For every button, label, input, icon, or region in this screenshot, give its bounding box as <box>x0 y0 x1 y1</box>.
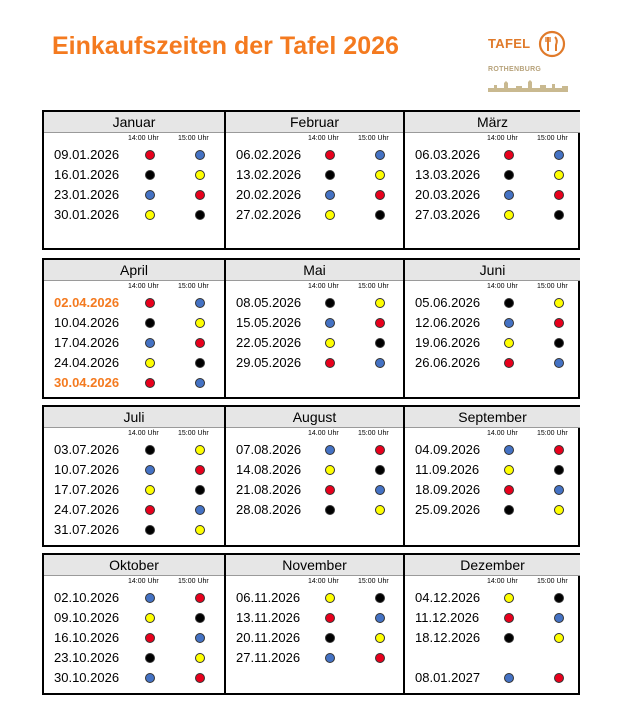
slot-14-dot-blue <box>145 593 155 603</box>
slot-14-dot-yellow <box>325 210 335 220</box>
date-row <box>226 205 403 225</box>
slot-15-dot-red <box>195 190 205 200</box>
date-label: 11.12.2026 <box>415 610 480 625</box>
date-row <box>226 608 403 628</box>
date-row <box>226 353 403 373</box>
date-label: 09.10.2026 <box>54 610 120 625</box>
month-februar <box>224 112 403 248</box>
month-header: Juli <box>44 407 224 428</box>
date-label: 30.04.2026 <box>54 375 120 390</box>
date-row <box>405 480 580 500</box>
date-label: 23.10.2026 <box>54 650 120 665</box>
slot-15-dot-yellow <box>375 633 385 643</box>
time-label-second: 15:00 Uhr <box>537 430 568 437</box>
time-header <box>44 133 224 145</box>
date-label: 20.11.2026 <box>236 630 301 645</box>
slot-14-dot-black <box>504 298 514 308</box>
slot-15-dot-yellow <box>375 170 385 180</box>
time-label-second: 15:00 Uhr <box>178 283 209 290</box>
date-label: 25.09.2026 <box>415 502 481 517</box>
date-label: 30.10.2026 <box>54 670 120 685</box>
time-header <box>405 576 580 588</box>
time-label-second: 15:00 Uhr <box>537 578 568 585</box>
quarter-2 <box>42 258 580 399</box>
date-row <box>44 500 224 520</box>
slot-15-dot-black <box>375 593 385 603</box>
date-row <box>405 440 580 460</box>
slot-15-dot-yellow <box>554 298 564 308</box>
slot-14-dot-blue <box>325 190 335 200</box>
time-label-first: 14.00 Uhr <box>128 430 159 437</box>
date-row <box>405 648 580 668</box>
date-label: 10.07.2026 <box>54 462 120 477</box>
time-label-first: 14:00 Uhr <box>128 578 159 585</box>
month-header: Dezember <box>405 555 580 576</box>
slot-14-dot-red <box>504 358 514 368</box>
time-header <box>405 428 580 440</box>
slot-15-dot-blue <box>554 485 564 495</box>
month-maerz <box>403 112 580 248</box>
date-row <box>405 293 580 313</box>
date-label: 03.07.2026 <box>54 442 120 457</box>
slot-15-dot-blue <box>195 505 205 515</box>
date-row <box>44 588 224 608</box>
date-label: 20.02.2026 <box>236 187 302 202</box>
slot-15-dot-blue <box>375 485 385 495</box>
slot-15-dot-blue <box>375 613 385 623</box>
month-header: Februar <box>226 112 403 133</box>
slot-14-dot-red <box>325 150 335 160</box>
slot-15-dot-black <box>554 338 564 348</box>
slot-14-dot-blue <box>504 190 514 200</box>
date-row <box>405 333 580 353</box>
slot-15-dot-blue <box>554 613 564 623</box>
month-header: März <box>405 112 580 133</box>
slot-15-dot-blue <box>375 150 385 160</box>
month-september <box>403 407 580 545</box>
month-header: August <box>226 407 403 428</box>
date-row <box>226 440 403 460</box>
date-row <box>226 460 403 480</box>
slot-14-dot-red <box>504 613 514 623</box>
date-label: 20.03.2026 <box>415 187 481 202</box>
slot-15-dot-black <box>375 338 385 348</box>
slot-14-dot-black <box>145 525 155 535</box>
date-row <box>226 145 403 165</box>
slot-14-dot-red <box>504 150 514 160</box>
time-label-second: 15:00 Uhr <box>358 283 389 290</box>
date-label: 22.05.2026 <box>236 335 302 350</box>
time-label-first: 14.00 Uhr <box>308 430 339 437</box>
date-label: 13.02.2026 <box>236 167 302 182</box>
slot-14-dot-yellow <box>325 593 335 603</box>
quarter-4 <box>42 553 580 695</box>
date-label: 02.04.2026 <box>54 295 120 310</box>
time-label-first: 14.00 Uhr <box>487 430 518 437</box>
slot-14-dot-blue <box>325 653 335 663</box>
quarter-3 <box>42 405 580 547</box>
date-row <box>405 588 580 608</box>
date-label: 23.01.2026 <box>54 187 120 202</box>
date-row <box>226 165 403 185</box>
slot-14-dot-red <box>145 298 155 308</box>
date-label: 02.10.2026 <box>54 590 120 605</box>
date-row <box>405 205 580 225</box>
time-label-first: 14:00 Uhr <box>308 578 339 585</box>
slot-14-dot-yellow <box>145 210 155 220</box>
time-header <box>405 281 580 293</box>
date-row <box>405 460 580 480</box>
slot-14-dot-yellow <box>504 593 514 603</box>
month-april <box>44 260 224 397</box>
date-row <box>226 588 403 608</box>
date-label: 04.09.2026 <box>415 442 481 457</box>
date-row <box>44 205 224 225</box>
date-label: 09.01.2026 <box>54 147 120 162</box>
slot-14-dot-black <box>504 170 514 180</box>
slot-15-dot-yellow <box>195 445 205 455</box>
time-label-first: 14:00 Uhr <box>128 135 159 142</box>
slot-15-dot-black <box>554 593 564 603</box>
fork-knife-icon <box>538 30 566 58</box>
month-januar <box>44 112 224 248</box>
slot-14-dot-black <box>325 298 335 308</box>
date-label: 24.07.2026 <box>54 502 120 517</box>
date-label: 06.03.2026 <box>415 147 481 162</box>
slot-15-dot-red <box>375 318 385 328</box>
slot-15-dot-black <box>195 210 205 220</box>
slot-15-dot-red <box>195 593 205 603</box>
date-row <box>226 333 403 353</box>
date-row <box>226 500 403 520</box>
month-oktober <box>44 555 224 693</box>
month-header: Juni <box>405 260 580 281</box>
slot-14-dot-yellow <box>504 465 514 475</box>
slot-15-dot-red <box>195 338 205 348</box>
slot-14-dot-red <box>325 613 335 623</box>
slot-15-dot-red <box>554 318 564 328</box>
date-label: 08.05.2026 <box>236 295 302 310</box>
slot-15-dot-yellow <box>195 525 205 535</box>
date-row <box>405 185 580 205</box>
slot-15-dot-black <box>554 465 564 475</box>
month-juli <box>44 407 224 545</box>
slot-14-dot-red <box>145 505 155 515</box>
slot-14-dot-blue <box>325 445 335 455</box>
date-row <box>226 293 403 313</box>
slot-15-dot-blue <box>554 358 564 368</box>
slot-15-dot-blue <box>195 150 205 160</box>
month-mai <box>224 260 403 397</box>
time-label-second: 15:00 Uhr <box>358 430 389 437</box>
time-header <box>226 281 403 293</box>
month-dezember <box>403 555 580 693</box>
month-header: Januar <box>44 112 224 133</box>
time-header <box>226 428 403 440</box>
date-label: 17.07.2026 <box>54 482 120 497</box>
date-row <box>226 313 403 333</box>
slot-14-dot-blue <box>504 673 514 683</box>
slot-15-dot-red <box>195 673 205 683</box>
time-label-first: 14:00 Uhr <box>128 283 159 290</box>
slot-15-dot-black <box>554 210 564 220</box>
slot-14-dot-red <box>504 485 514 495</box>
date-row <box>405 608 580 628</box>
date-row <box>405 165 580 185</box>
date-row <box>44 648 224 668</box>
date-label: 13.11.2026 <box>236 610 301 625</box>
slot-15-dot-black <box>195 358 205 368</box>
month-header: November <box>226 555 403 576</box>
slot-14-dot-red <box>325 485 335 495</box>
tafel-logo <box>488 30 578 100</box>
date-row <box>44 668 224 688</box>
slot-15-dot-yellow <box>195 170 205 180</box>
time-label-second: 15:00 Uhr <box>178 578 209 585</box>
date-row <box>44 165 224 185</box>
date-label: 19.06.2026 <box>415 335 481 350</box>
slot-14-dot-yellow <box>325 338 335 348</box>
date-row <box>405 500 580 520</box>
time-header <box>405 133 580 145</box>
slot-15-dot-yellow <box>375 505 385 515</box>
date-label: 24.04.2026 <box>54 355 120 370</box>
slot-14-dot-black <box>325 505 335 515</box>
slot-14-dot-red <box>145 150 155 160</box>
date-label: 06.02.2026 <box>236 147 302 162</box>
date-row <box>226 480 403 500</box>
date-label: 26.06.2026 <box>415 355 481 370</box>
date-label: 07.08.2026 <box>236 442 302 457</box>
slot-14-dot-black <box>145 653 155 663</box>
slot-14-dot-blue <box>145 338 155 348</box>
slot-15-dot-blue <box>554 150 564 160</box>
slot-15-dot-red <box>375 190 385 200</box>
date-label: 30.01.2026 <box>54 207 120 222</box>
time-header <box>226 576 403 588</box>
date-row <box>405 353 580 373</box>
date-row <box>405 668 580 688</box>
date-row <box>44 520 224 540</box>
date-row <box>44 293 224 313</box>
date-label: 27.03.2026 <box>415 207 481 222</box>
date-row <box>226 628 403 648</box>
date-row <box>44 628 224 648</box>
slot-15-dot-red <box>375 653 385 663</box>
slot-14-dot-black <box>325 633 335 643</box>
page-title: Einkaufszeiten der Tafel 2026 <box>52 32 399 60</box>
date-label: 10.04.2026 <box>54 315 120 330</box>
slot-14-dot-yellow <box>145 613 155 623</box>
time-label-first: 14:00 Uhr <box>487 135 518 142</box>
date-label: 15.05.2026 <box>236 315 302 330</box>
date-row <box>44 185 224 205</box>
slot-14-dot-yellow <box>145 358 155 368</box>
time-header <box>44 576 224 588</box>
date-label: 05.06.2026 <box>415 295 481 310</box>
date-row <box>226 648 403 668</box>
slot-15-dot-red <box>554 190 564 200</box>
slot-15-dot-yellow <box>195 318 205 328</box>
slot-15-dot-blue <box>195 378 205 388</box>
slot-14-dot-red <box>325 358 335 368</box>
date-row <box>44 373 224 393</box>
date-row <box>44 145 224 165</box>
skyline-graphic <box>488 80 568 92</box>
slot-15-dot-red <box>195 465 205 475</box>
slot-15-dot-red <box>554 673 564 683</box>
slot-14-dot-blue <box>145 190 155 200</box>
date-label: 16.01.2026 <box>54 167 120 182</box>
slot-15-dot-red <box>554 445 564 455</box>
slot-14-dot-yellow <box>325 465 335 475</box>
time-label-second: 15:00 Uhr <box>537 283 568 290</box>
date-label: 18.12.2026 <box>415 630 481 645</box>
time-label-first: 14:00 Uhr <box>487 283 518 290</box>
date-label: 27.11.2026 <box>236 650 301 665</box>
time-label-first: 14:00 Uhr <box>308 283 339 290</box>
slot-15-dot-blue <box>375 358 385 368</box>
time-header <box>226 133 403 145</box>
slot-14-dot-yellow <box>504 210 514 220</box>
date-row <box>44 480 224 500</box>
slot-14-dot-yellow <box>145 485 155 495</box>
date-label: 11.09.2026 <box>415 462 480 477</box>
slot-14-dot-blue <box>504 445 514 455</box>
date-row <box>44 608 224 628</box>
date-row <box>405 145 580 165</box>
date-label: 13.03.2026 <box>415 167 481 182</box>
date-label: 16.10.2026 <box>54 630 120 645</box>
time-label-second: 15:00 Uhr <box>537 135 568 142</box>
time-label-first: 14:00 Uhr <box>308 135 339 142</box>
slot-14-dot-blue <box>504 318 514 328</box>
slot-14-dot-black <box>504 505 514 515</box>
slot-15-dot-yellow <box>375 298 385 308</box>
slot-15-dot-yellow <box>554 633 564 643</box>
date-label: 27.02.2026 <box>236 207 302 222</box>
month-juni <box>403 260 580 397</box>
date-row <box>44 440 224 460</box>
date-label: 08.01.2027 <box>415 670 481 685</box>
time-label-second: 15:00 Uhr <box>178 430 209 437</box>
month-header: Oktober <box>44 555 224 576</box>
date-label: 17.04.2026 <box>54 335 120 350</box>
slot-14-dot-black <box>145 445 155 455</box>
slot-15-dot-yellow <box>554 505 564 515</box>
date-row <box>44 353 224 373</box>
slot-14-dot-blue <box>325 318 335 328</box>
slot-15-dot-yellow <box>554 170 564 180</box>
month-august <box>224 407 403 545</box>
time-label-second: 15:00 Uhr <box>358 135 389 142</box>
slot-15-dot-blue <box>195 633 205 643</box>
slot-15-dot-black <box>375 465 385 475</box>
date-row <box>405 313 580 333</box>
time-header <box>44 281 224 293</box>
date-label: 12.06.2026 <box>415 315 481 330</box>
slot-14-dot-red <box>145 378 155 388</box>
date-label: 29.05.2026 <box>236 355 302 370</box>
slot-14-dot-black <box>325 170 335 180</box>
slot-15-dot-black <box>375 210 385 220</box>
slot-15-dot-black <box>195 613 205 623</box>
date-label: 04.12.2026 <box>415 590 481 605</box>
slot-14-dot-yellow <box>504 338 514 348</box>
date-label: 14.08.2026 <box>236 462 302 477</box>
date-label: 28.08.2026 <box>236 502 302 517</box>
time-label-second: 15:00 Uhr <box>178 135 209 142</box>
slot-14-dot-red <box>145 633 155 643</box>
date-row <box>44 460 224 480</box>
month-header: September <box>405 407 580 428</box>
logo-subtitle: ROTHENBURG <box>488 66 542 73</box>
logo-name: TAFEL <box>488 36 531 51</box>
slot-15-dot-black <box>195 485 205 495</box>
date-row <box>44 313 224 333</box>
slot-15-dot-blue <box>195 298 205 308</box>
date-row <box>405 628 580 648</box>
date-row <box>44 333 224 353</box>
quarter-1 <box>42 110 580 250</box>
month-november <box>224 555 403 693</box>
slot-14-dot-blue <box>145 673 155 683</box>
month-header: Mai <box>226 260 403 281</box>
date-label: 18.09.2026 <box>415 482 481 497</box>
slot-15-dot-red <box>375 445 385 455</box>
slot-15-dot-yellow <box>195 653 205 663</box>
slot-14-dot-blue <box>145 465 155 475</box>
time-label-second: 15:00 Uhr <box>358 578 389 585</box>
slot-14-dot-black <box>145 170 155 180</box>
time-header <box>44 428 224 440</box>
date-row <box>226 185 403 205</box>
month-header: April <box>44 260 224 281</box>
date-label: 31.07.2026 <box>54 522 120 537</box>
slot-14-dot-black <box>504 633 514 643</box>
date-label: 06.11.2026 <box>236 590 301 605</box>
time-label-first: 14:00 Uhr <box>487 578 518 585</box>
date-label: 21.08.2026 <box>236 482 302 497</box>
slot-14-dot-black <box>145 318 155 328</box>
